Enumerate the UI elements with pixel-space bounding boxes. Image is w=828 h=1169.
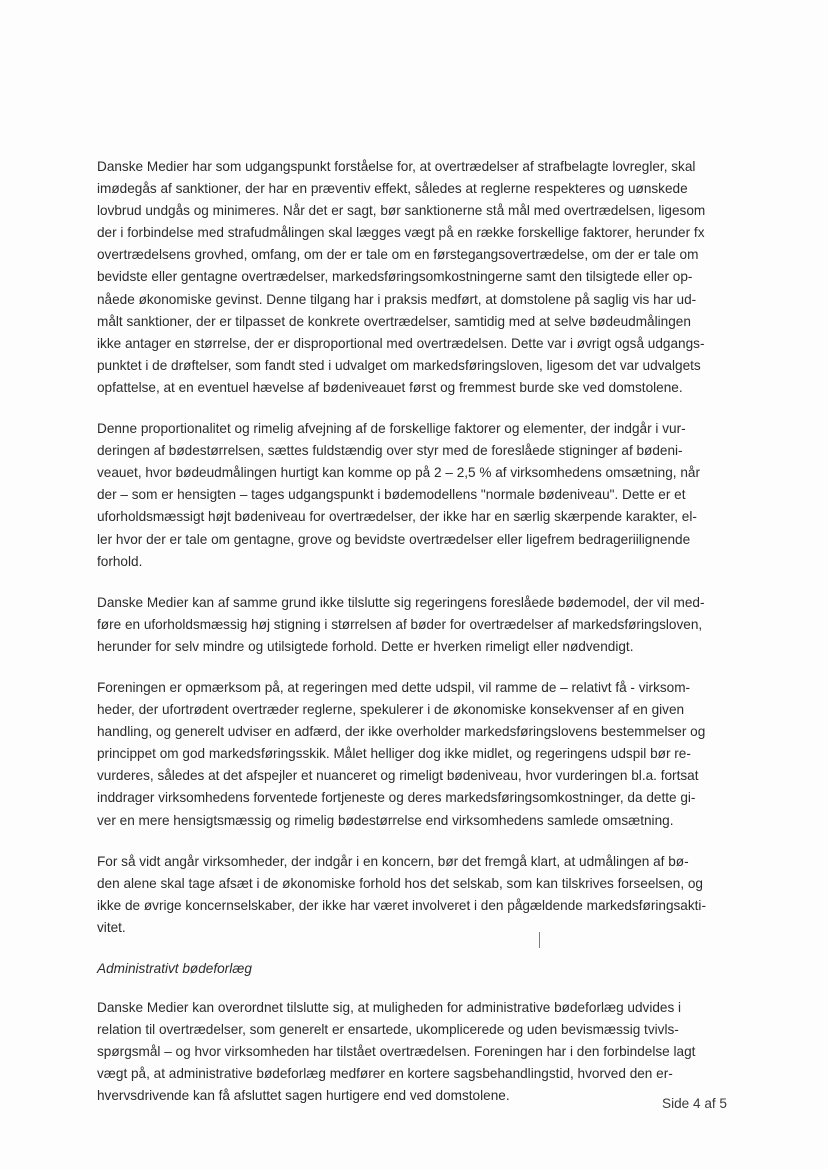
text-line: For så vidt angår virksomheder, der indgår i en koncern, bør det fremgå klart, at udmålingen af bø- (97, 853, 689, 869)
text-line: herunder for selv mindre og utilsigtede forhold. Dette er hverken rimeligt eller nødvendigt. (97, 638, 634, 654)
section-heading: Administrativt bødeforlæg (97, 961, 252, 976)
paragraph-2 (97, 418, 737, 573)
paragraph-1 (97, 156, 737, 399)
text-line: spørgsmål – og hvor virksomheden har tilstået overtrædelsen. Foreningen har i den forbindelse lagt (97, 1044, 696, 1060)
text-line: deringen af bødestørrelsen, sættes fuldstændig over styr med de foreslåede stigninger af bødeni- (97, 443, 683, 459)
text-line: Danske Medier kan overordnet tilslutte sig, at muligheden for administrative bødeforlæg udvides i (97, 1000, 682, 1015)
paragraph-5 (97, 851, 737, 939)
text-line: relation til overtrædelser, som generelt er ensartede, ukomplicerede og uden bevismæssig tvivls- (97, 1022, 679, 1038)
paragraph-final (97, 997, 737, 1107)
text-line: veauet, hvor bødeudmålingen hurtigt kan komme op på 2 – 2,5 % af virksomhedens omsætning, når (97, 465, 700, 481)
text-line: ikke de øvrige koncernselskaber, der ikke har været involveret i den pågældende markedsføringsakti- (97, 897, 706, 913)
text-line: vurderes, således at det afspejler et nuanceret og rimeligt bødeniveau, hvor vurderingen bl.a. fortsat (97, 768, 699, 784)
text-line: princippet om god markedsføringsskik. Målet helliger dog ikke midlet, og regeringens udspil bør re- (97, 746, 691, 762)
text-line: der i forbindelse med strafudmålingen skal lægges vægt på en række forskellige faktorer, herunder fx (97, 225, 705, 241)
page-number: Side 4 af 5 (662, 1096, 727, 1111)
text-line: inddrager virksomhedens forventede fortjeneste og deres markedsføringsomkostninger, da dette gi- (97, 790, 696, 806)
paragraph-4 (97, 677, 737, 832)
text-line: uforholdsmæssigt højt bødeniveau for overtrædelser, der ikke har en særlig skærpende karakter, el- (97, 509, 697, 525)
text-line: punktet i de drøftelser, som fandt sted i udvalget om markedsføringsloven, ligesom det var udvalgets (97, 357, 701, 373)
text-line: Danske Medier kan af samme grund ikke tilslutte sig regeringens foreslåede bødemodel, der vil med- (97, 594, 705, 610)
text-line: opfattelse, at en eventuel hævelse af bødeniveauet først og fremmest burde ske ved domstolene. (97, 379, 683, 395)
text-line: der – som er hensigten – tages udgangspunkt i bødemodellens "normale bødeniveau". Dette er et (97, 487, 686, 503)
text-line: heder, der ufortrødent overtræder reglerne, spekulerer i de økonomiske konsekvenser af en given (97, 702, 685, 718)
text-line: Denne proportionalitet og rimelig afvejning af de forskellige faktorer og elementer, der indgår i vur- (97, 421, 686, 437)
text-line: imødegås af sanktioner, der har en præventiv effekt, således at reglerne respekteres og uønskede (97, 181, 688, 197)
text-cursor-mark (539, 932, 540, 948)
text-line: hvervsdrivende kan få afsluttet sagen hurtigere end ved domstolene. (97, 1088, 510, 1104)
text-line: den alene skal tage afsæt i de økonomiske forhold hos det selskab, som kan tilskrives forseelsen, og (97, 875, 703, 891)
text-line: Foreningen er opmærksom på, at regeringen med dette udspil, vil ramme de – relativt få - virksom- (97, 679, 691, 695)
text-line: bevidste eller gentagne overtrædelser, markedsføringsomkostningerne samt den tilsigtede eller op- (97, 269, 693, 285)
text-line: overtrædelsens grovhed, omfang, om der er tale om en førstegangsovertrædelse, om der er tale om (97, 247, 699, 263)
text-line: vægt på, at administrative bødeforlæg medfører en kortere sagsbehandlingstid, hvorved den er- (97, 1066, 673, 1082)
text-line: forhold. (97, 553, 143, 569)
text-line: nåede økonomiske gevinst. Denne tilgang har i praksis medført, at domstolene på saglig vis har ud- (97, 291, 697, 307)
text-line: ver en mere hensigtsmæssig og rimelig bødestørrelse end virksomhedens samlede omsætning. (97, 812, 674, 828)
text-line: handling, og generelt udviser en adfærd, der ikke overholder markedsføringslovens bestemmelser og (97, 724, 706, 740)
text-line: vitet. (97, 919, 126, 935)
text-line: lovbrud undgås og minimeres. Når det er sagt, bør sanktionerne stå mål med overtrædelsen, ligesom (97, 203, 706, 219)
document-body (97, 156, 737, 1126)
text-line: Danske Medier har som udgangspunkt forståelse for, at overtrædelser af strafbelagte lovregler, skal (97, 159, 696, 174)
text-line: ler hvor der er tale om gentagne, grove og bevidste overtrædelser eller ligefrem bedrageriilignende (97, 531, 691, 547)
text-line: målt sanktioner, der er tilpasset de konkrete overtrædelser, samtidig med at selve bødeudmålingen (97, 313, 691, 329)
text-line: ikke antager en størrelse, der er disproportional med overtrædelsen. Dette var i øvrigt også udgangs- (97, 335, 705, 351)
paragraph-3 (97, 592, 737, 658)
text-line: føre en uforholdsmæssig høj stigning i størrelsen af bøder for overtrædelser af markedsføringsloven, (97, 616, 703, 632)
